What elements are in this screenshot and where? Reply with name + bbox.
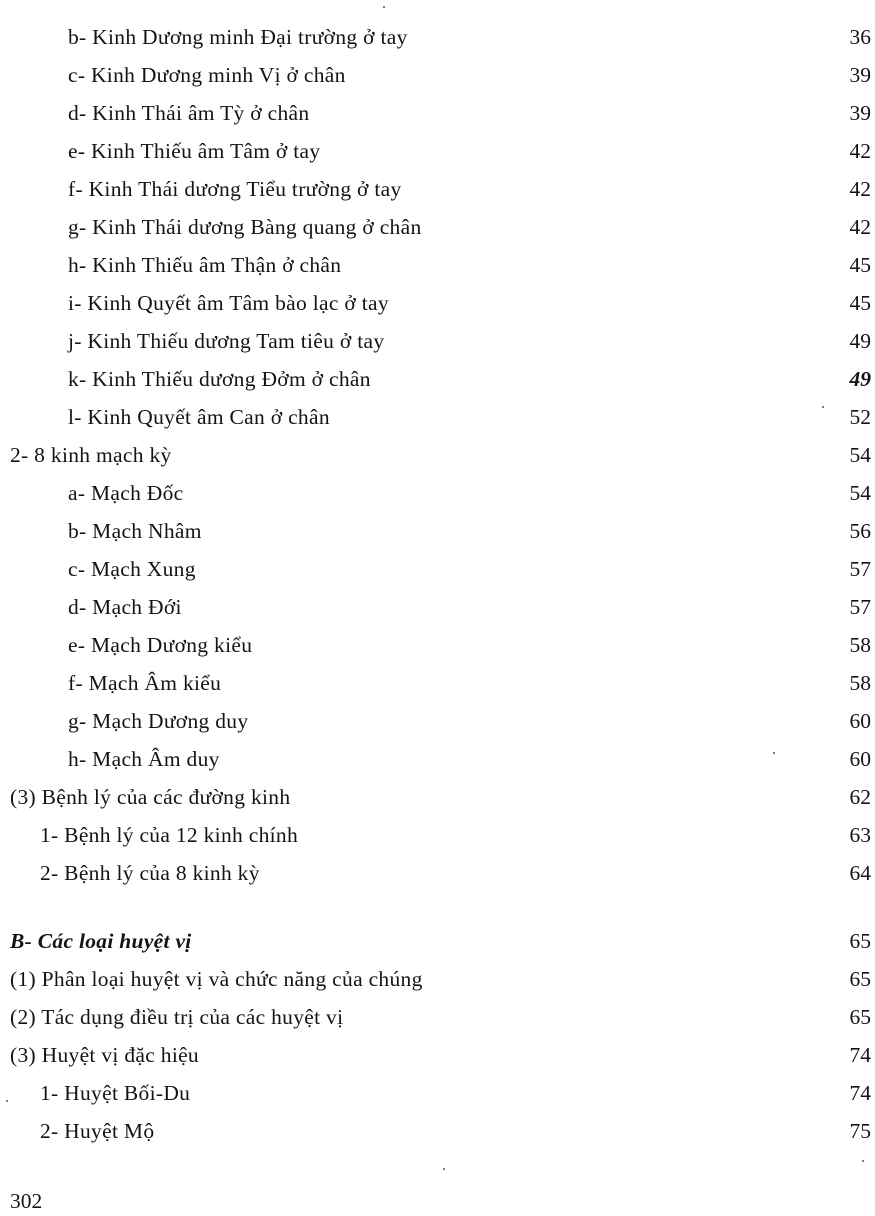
toc-entry-title: (3) Huyệt vị đặc hiệu bbox=[10, 1043, 199, 1067]
toc-entry-page: 58 bbox=[849, 633, 871, 657]
toc-entry-title: h- Kinh Thiếu âm Thận ở chân bbox=[68, 253, 342, 277]
toc-entry-page: 49 bbox=[849, 329, 871, 353]
toc-entry-page: 54 bbox=[849, 481, 871, 505]
toc-entry-page: 64 bbox=[849, 861, 871, 885]
toc-entry-title: a- Mạch Đốc bbox=[68, 481, 184, 505]
toc-entry-title: 1- Bệnh lý của 12 kinh chính bbox=[40, 823, 298, 847]
toc-entry-page: 57 bbox=[849, 595, 871, 619]
toc-entry bbox=[0, 174, 875, 212]
toc-entry-page: 42 bbox=[849, 139, 871, 163]
toc-entry-title: h- Mạch Âm duy bbox=[68, 747, 220, 771]
toc-entry-title: B- Các loại huyệt vị bbox=[10, 929, 192, 953]
toc-entry bbox=[0, 592, 875, 630]
toc-entry bbox=[0, 136, 875, 174]
toc-entry bbox=[0, 858, 875, 896]
toc-entry-title: 1- Huyệt Bối-Du bbox=[40, 1081, 191, 1105]
toc-entry-title: g- Mạch Dương duy bbox=[68, 709, 249, 733]
toc-entry bbox=[0, 98, 875, 136]
toc-entry-title: l- Kinh Quyết âm Can ở chân bbox=[68, 405, 330, 429]
toc-entry-title: i- Kinh Quyết âm Tâm bào lạc ở tay bbox=[68, 291, 389, 315]
scan-speck bbox=[822, 406, 824, 408]
scan-speck bbox=[6, 1100, 8, 1102]
toc-entry-page: 74 bbox=[849, 1081, 871, 1105]
toc-entry-page: 74 bbox=[849, 1043, 871, 1067]
toc-entry bbox=[0, 1040, 875, 1078]
toc-entry bbox=[0, 706, 875, 744]
toc-entry-title: (3) Bệnh lý của các đường kinh bbox=[10, 785, 291, 809]
toc-entry bbox=[0, 22, 875, 60]
toc-entry-page: 45 bbox=[849, 253, 871, 277]
toc-entry bbox=[0, 1116, 875, 1154]
toc-entry-title: 2- 8 kinh mạch kỳ bbox=[10, 443, 172, 467]
toc-entry bbox=[0, 1002, 875, 1040]
toc-entry-title: d- Mạch Đới bbox=[68, 595, 182, 619]
toc-entry-page: 58 bbox=[849, 671, 871, 695]
toc-entry bbox=[0, 440, 875, 478]
toc-entry bbox=[0, 782, 875, 820]
toc-entry-title: j- Kinh Thiếu dương Tam tiêu ở tay bbox=[68, 329, 385, 353]
toc-entry-title: b- Kinh Dương minh Đại trường ở tay bbox=[68, 25, 408, 49]
toc-entry bbox=[0, 402, 875, 440]
toc-entry-title: 2- Huyệt Mộ bbox=[40, 1119, 155, 1143]
toc-entry-title: (2) Tác dụng điều trị của các huyệt vị bbox=[10, 1005, 344, 1029]
toc-entry-title: g- Kinh Thái dương Bàng quang ở chân bbox=[68, 215, 422, 239]
toc-entry-title: 2- Bệnh lý của 8 kinh kỳ bbox=[40, 861, 260, 885]
toc-entry-page: 52 bbox=[849, 405, 871, 429]
toc-entry-page: 39 bbox=[849, 63, 871, 87]
scan-speck bbox=[383, 6, 385, 8]
toc-entry-page: 39 bbox=[849, 101, 871, 125]
toc-entry-title: c- Mạch Xung bbox=[68, 557, 196, 581]
toc-entry bbox=[0, 326, 875, 364]
toc-entry-title: d- Kinh Thái âm Tỳ ở chân bbox=[68, 101, 310, 125]
toc-entry-page: 49 bbox=[849, 367, 871, 391]
toc-entry-page: 36 bbox=[849, 25, 871, 49]
toc-entry bbox=[0, 926, 875, 964]
toc-entry-title: c- Kinh Dương minh Vị ở chân bbox=[68, 63, 346, 87]
toc-entry-title: f- Mạch Âm kiểu bbox=[68, 671, 222, 695]
toc-entry-page: 60 bbox=[849, 709, 871, 733]
toc-entry-page: 75 bbox=[849, 1119, 871, 1143]
toc-entry-title: b- Mạch Nhâm bbox=[68, 519, 202, 543]
toc-entry bbox=[0, 288, 875, 326]
toc-entry bbox=[0, 554, 875, 592]
toc-entry bbox=[0, 516, 875, 554]
toc-entry-page: 57 bbox=[849, 557, 871, 581]
toc-entry-page: 65 bbox=[849, 967, 871, 991]
scan-speck bbox=[443, 1168, 445, 1170]
toc-entry-page: 54 bbox=[849, 443, 871, 467]
toc-entry bbox=[0, 964, 875, 1002]
toc-entry-title: (1) Phân loại huyệt vị và chức năng của chúng bbox=[10, 967, 423, 991]
page-number: 302 bbox=[10, 1189, 43, 1213]
toc-entry-page: 62 bbox=[849, 785, 871, 809]
toc-entry bbox=[0, 364, 875, 402]
toc-entry bbox=[0, 1078, 875, 1116]
toc-entry-page: 60 bbox=[849, 747, 871, 771]
toc-entry-page: 45 bbox=[849, 291, 871, 315]
toc-entry-page: 42 bbox=[849, 215, 871, 239]
toc-entry-title: f- Kinh Thái dương Tiểu trường ở tay bbox=[68, 177, 402, 201]
toc-entry-page: 42 bbox=[849, 177, 871, 201]
toc-entry bbox=[0, 60, 875, 98]
toc-entry bbox=[0, 478, 875, 516]
toc-entry-page: 63 bbox=[849, 823, 871, 847]
toc-entry-title: e- Mạch Dương kiểu bbox=[68, 633, 253, 657]
toc-entry-page: 65 bbox=[849, 929, 871, 953]
toc-entry bbox=[0, 744, 875, 782]
toc-entry bbox=[0, 630, 875, 668]
scan-speck bbox=[862, 1160, 864, 1162]
toc-entry-page: 65 bbox=[849, 1005, 871, 1029]
toc-entry bbox=[0, 212, 875, 250]
toc-entry-title: k- Kinh Thiếu dương Đởm ở chân bbox=[68, 367, 371, 391]
scan-speck bbox=[773, 752, 775, 754]
toc-entry-page: 56 bbox=[849, 519, 871, 543]
toc-entry bbox=[0, 668, 875, 706]
toc-entry bbox=[0, 250, 875, 288]
toc-entry-title: e- Kinh Thiếu âm Tâm ở tay bbox=[68, 139, 321, 163]
toc-entry bbox=[0, 820, 875, 858]
